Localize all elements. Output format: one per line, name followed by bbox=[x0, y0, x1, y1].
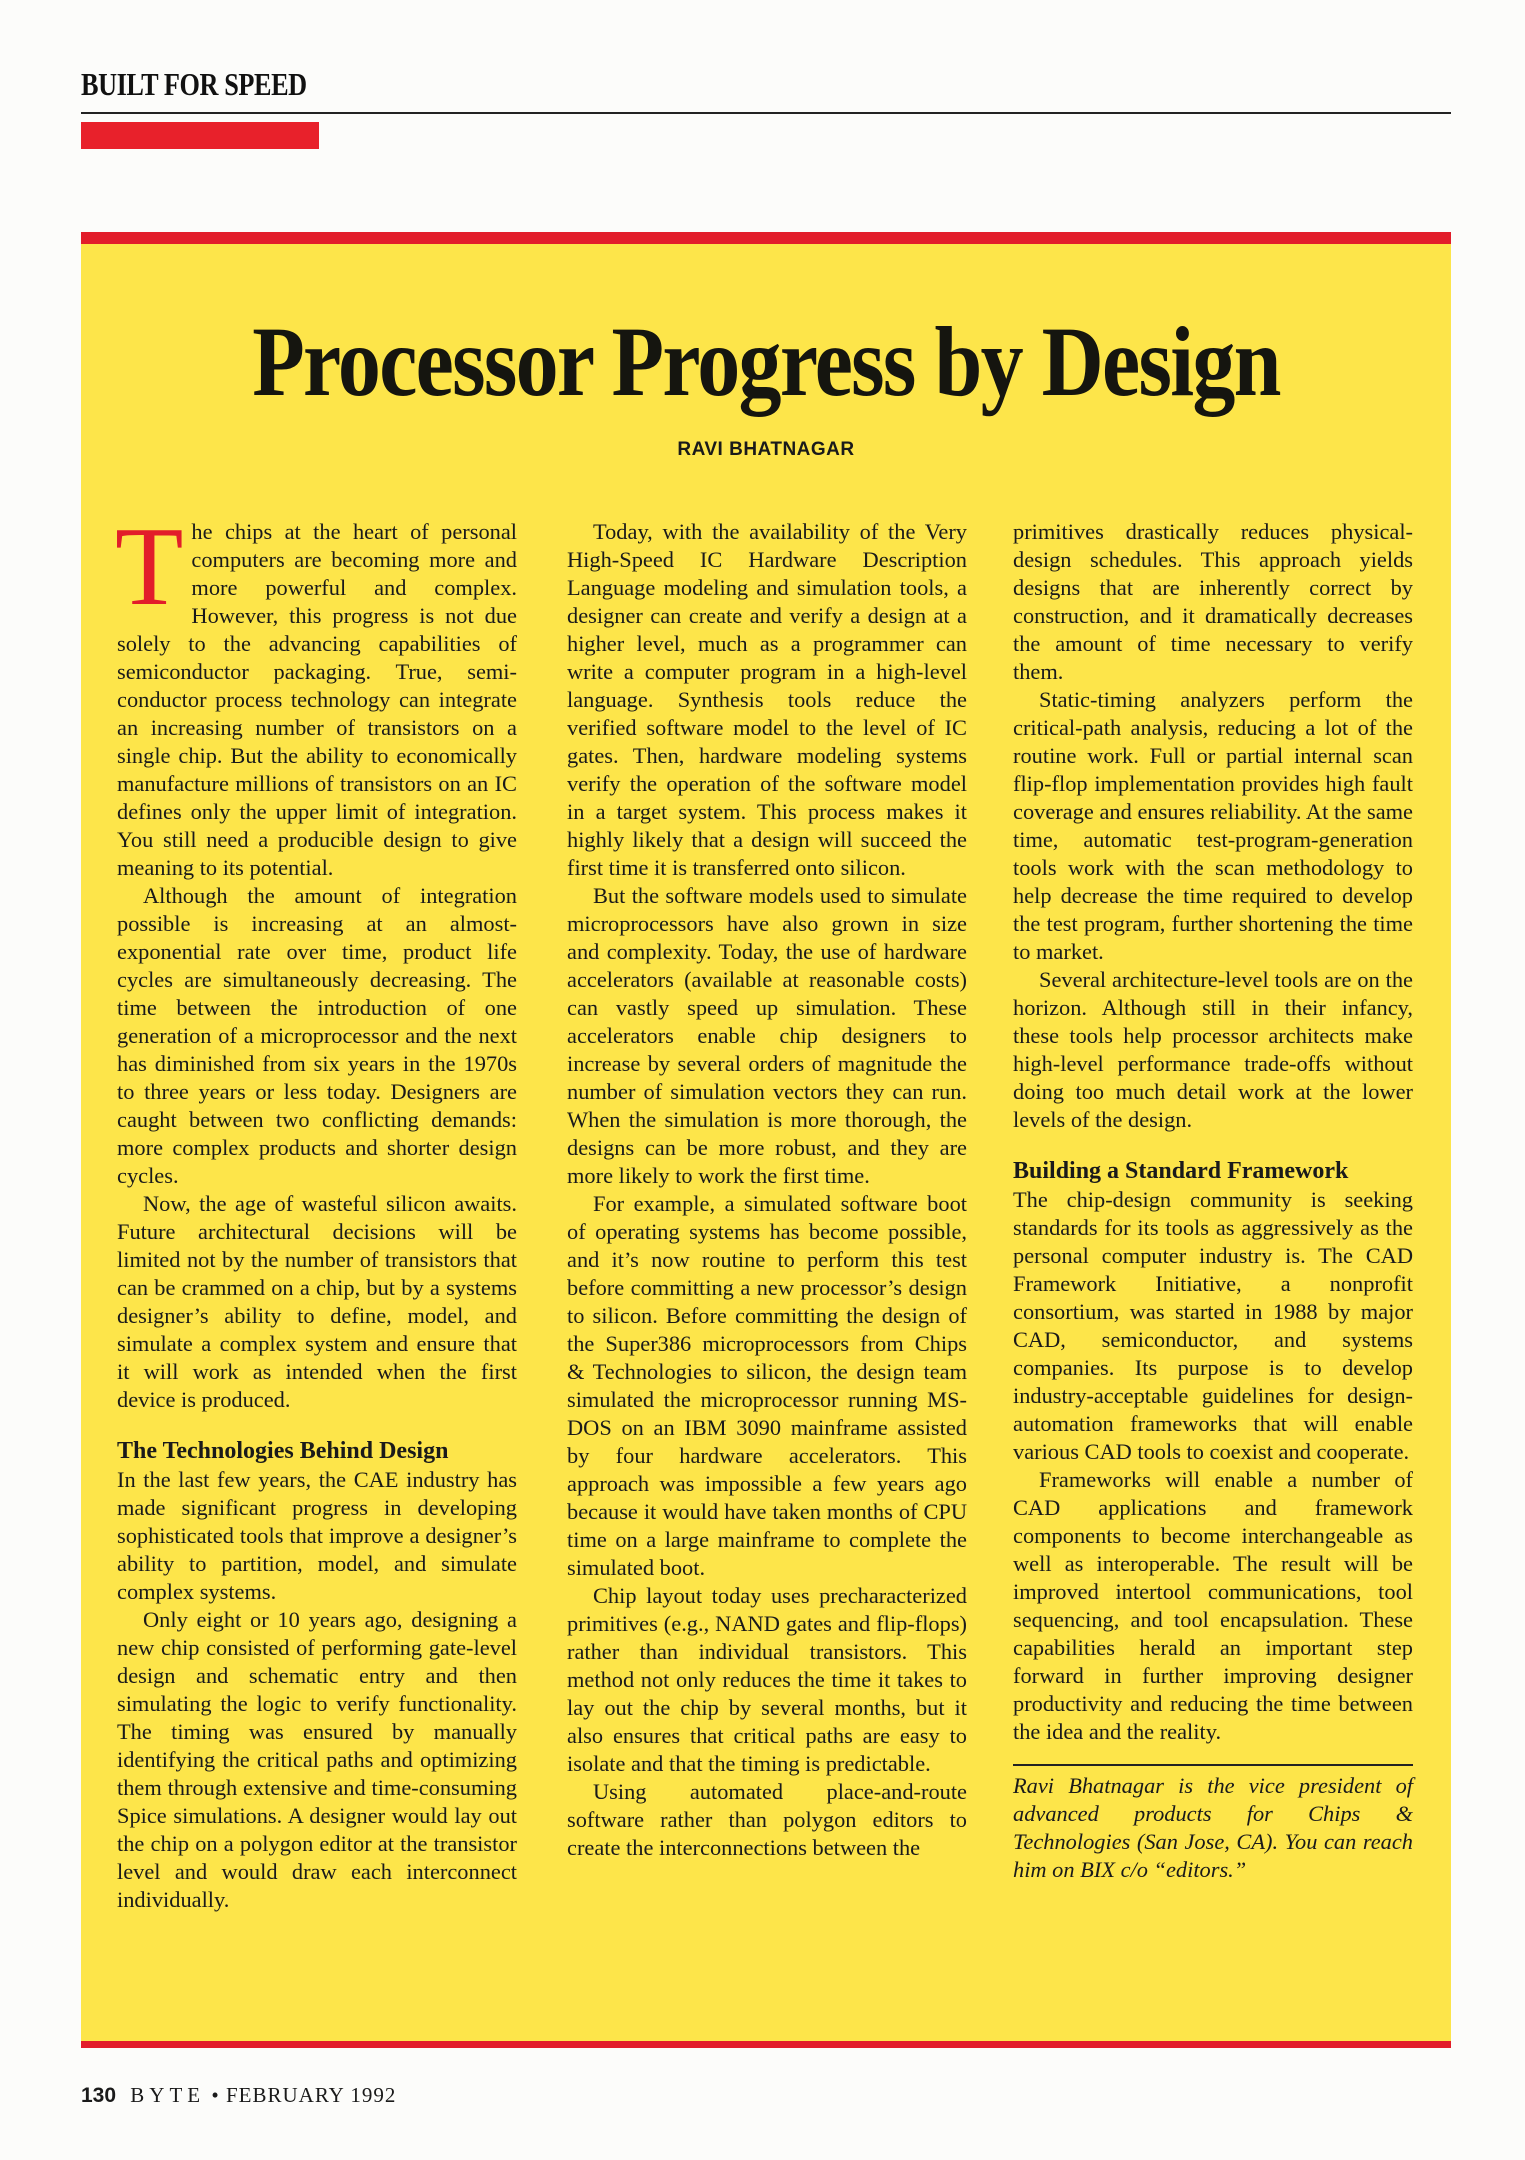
article-panel bbox=[81, 232, 1451, 2048]
drop-cap: T bbox=[115, 505, 184, 629]
paragraph: Using automated place-and-route software rather than polygon editors to create the interconnections between the bbox=[567, 1779, 967, 1860]
paragraph: Although the amount of integration possible is increasing at an almost-exponential rate over time, product life cycles are simultaneously decreasing. The time between the introduction of one generation of a microprocessor and the next has diminished from six years in the 1970s to three years or less today. Designers are caught between two conflicting demands: more complex products and shorter design cycles. bbox=[117, 883, 517, 1188]
page-footer bbox=[81, 2083, 396, 2108]
paragraph: In the last few years, the CAE industry has made significant progress in developing sophisticated tools that improve a designer’s ability to partition, model, and simulate complex systems. bbox=[117, 1467, 517, 1604]
magazine-name: BYTE bbox=[130, 2083, 206, 2107]
article-title: Processor Progress by Design bbox=[252, 306, 1280, 417]
article-column-2 bbox=[567, 518, 967, 1862]
article-byline: RAVI BHATNAGAR bbox=[677, 439, 855, 460]
paragraph: The chip-design community is seeking standards for its tools as aggressively as the personal computer industry is. The CAD Framework Initiative, a nonprofit consortium, was started in 1988 by major CAD, semiconductor, and systems companies. Its purpose is to develop industry-acceptable guidelines for design-automation frameworks that will enable various CAD tools to coexist and cooperate. bbox=[1013, 1187, 1413, 1464]
subhead-technologies: The Technologies Behind Design bbox=[117, 1438, 449, 1464]
paragraph-text: he chips at the heart of personal computers are becoming more and more powerful and complex. However, this progress is not due solely to the advancing capabilities of semiconductor packaging. True, semiconductor process technology can integrate an increasing number of transistors on a single chip. But the ability to economically manufacture millions of transistors on an IC defines only the upper limit of integration. You still need a producible design to give meaning to its potential. bbox=[117, 519, 517, 880]
paragraph: Static-timing analyzers perform the critical-path analysis, reducing a lot of the routine work. Full or partial internal scan flip-flop implementation provides high fault coverage and ensures reliability. At the same time, automatic test-program-generation tools work with the scan methodology to help decrease the time required to develop the test program, further shortening the time to market. bbox=[1013, 687, 1413, 964]
subhead-framework: Building a Standard Framework bbox=[1013, 1158, 1349, 1184]
bio-rule bbox=[1013, 1764, 1413, 1766]
header-red-bar bbox=[81, 122, 319, 149]
paragraph bbox=[115, 505, 517, 882]
paragraph: But the software models used to simulate microprocessors have also grown in size and complexity. Today, the use of hardware accelerators (available at reasonable costs) can vastly speed up simulation. These accelerators enable chip designers to increase by several orders of magnitude the number of simulation vectors they can run. When the simulation is more thorough, the designs can be more robust, and they are more likely to work the first time. bbox=[567, 883, 967, 1188]
paragraph: Frameworks will enable a number of CAD applications and framework components to become interchangeable as well as interoperable. The result will be improved intertool communications, tool sequencing, and tool encapsulation. These capabilities herald an important step forward in further improving designer productivity and reducing the time between the idea and the reality. bbox=[1013, 1467, 1413, 1744]
paragraph: Several architecture-level tools are on the horizon. Although still in their infancy, these tools help processor architects make high-level performance trade-offs without doing too much detail work at the lower levels of the design. bbox=[1013, 967, 1413, 1132]
section-label: BUILT FOR SPEED bbox=[81, 66, 307, 102]
article-column-3 bbox=[1013, 518, 1413, 1884]
footer-separator: • bbox=[211, 2083, 220, 2107]
page-number: 130 bbox=[81, 2084, 117, 2107]
issue-date: FEBRUARY 1992 bbox=[225, 2083, 397, 2107]
author-bio: Ravi Bhatnagar is the vice president of advanced products for Chips & Technologies (San Jose, CA). You can reach him on BIX c/o “editors.” bbox=[1013, 1773, 1413, 1882]
paragraph: Chip layout today uses precharacterized primitives (e.g., NAND gates and flip-flops) rather than individual transistors. This method not only reduces the time it takes to lay out the chip by several months, but it also ensures that critical paths are easy to isolate and that the timing is predictable. bbox=[567, 1583, 967, 1776]
header-rule bbox=[81, 112, 1451, 114]
paragraph: Now, the age of wasteful silicon awaits. Future architectural decisions will be limited not by the number of transistors that can be crammed on a chip, but by a systems designer’s ability to define, model, and simulate a complex system and ensure that it will work as intended when the first device is produced. bbox=[117, 1191, 517, 1412]
paragraph: Only eight or 10 years ago, designing a new chip consisted of performing gate-level design and schematic entry and then simulating the logic to verify functionality. The timing was ensured by manually identifying the critical paths and optimizing them through extensive and time-consuming Spice simulations. A designer would lay out the chip on a polygon editor at the transistor level and would draw each interconnect individually. bbox=[117, 1607, 517, 1912]
paragraph: primitives drastically reduces physical-design schedules. This approach yields designs that are inherently correct by construction, and it dramatically decreases the amount of time necessary to verify them. bbox=[1013, 519, 1413, 684]
article-column-1 bbox=[115, 505, 517, 1914]
paragraph: For example, a simulated software boot of operating systems has become possible, and it’s now routine to perform this test before committing a new processor’s design to silicon. Before committing the design of the Super386 microprocessors from Chips & Technologies to silicon, the design team simulated the microprocessor running MS-DOS on an IBM 3090 mainframe assisted by four hardware accelerators. This approach was impossible a few years ago because it would have taken months of CPU time on a large mainframe to complete the simulated boot. bbox=[567, 1191, 967, 1580]
paragraph: Today, with the availability of the Very High-Speed IC Hardware Description Language modeling and simulation tools, a designer can create and verify a design at a higher level, much as a programmer can write a computer program in a high-level language. Synthesis tools reduce the verified software model to the level of IC gates. Then, hardware modeling systems verify the operation of the software model in a target system. This process makes it highly likely that a design will succeed the first time it is transferred onto silicon. bbox=[567, 519, 967, 880]
